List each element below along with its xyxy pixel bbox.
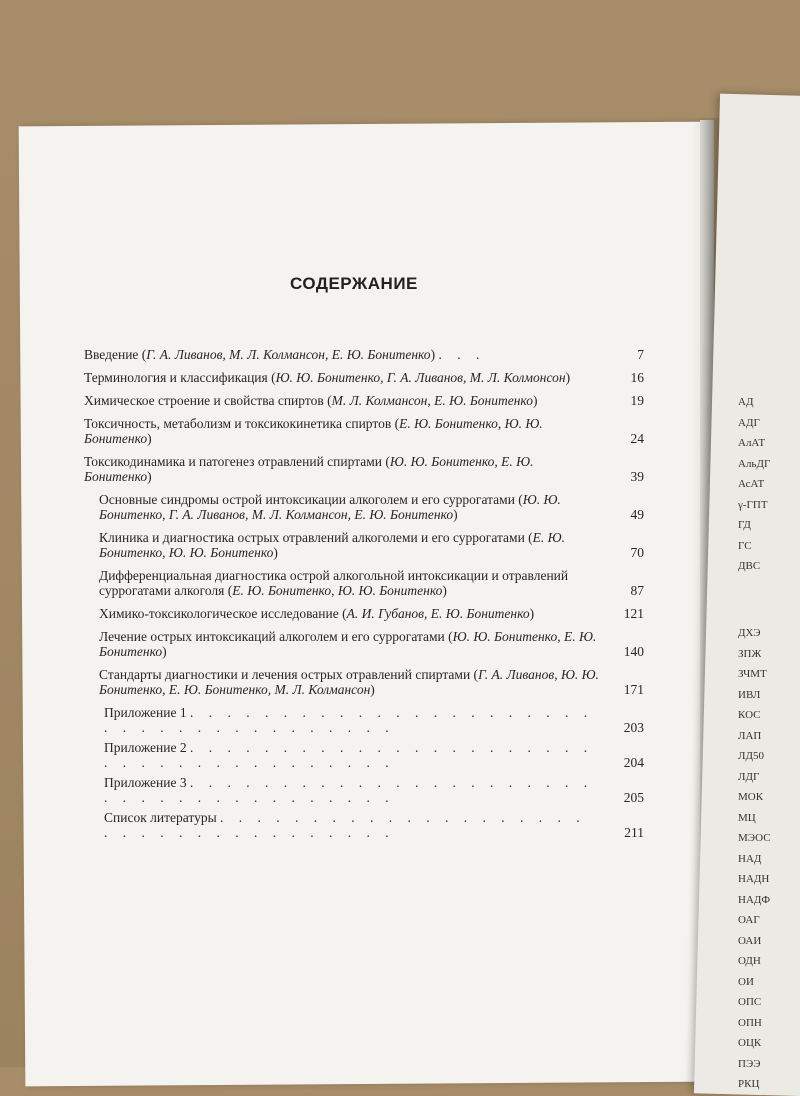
- abbreviation-item: НАДФ: [738, 893, 771, 906]
- abbreviation-item: ЗПЖ: [738, 647, 762, 660]
- toc-entry: Химическое строение и свойства спиртов (М. Л. Колмансон, Е. Ю. Бонитенко) 19: [84, 393, 644, 408]
- toc-page-number: 70: [630, 545, 644, 560]
- toc-appendix-entry: Список литературы . . . . . . . . . . . . . . . . . . . . . . . . . . . . . . . . . . . . 211: [104, 810, 644, 840]
- toc-page-number: 7: [637, 347, 644, 362]
- abbreviation-item: АлАТ: [738, 437, 766, 449]
- abbreviation-item: НАДН: [738, 873, 770, 885]
- toc-entry: Токсикодинамика и патогенез отравлений спиртами (Ю. Ю. Бонитенко, Е. Ю. Бонитенко) 39: [84, 454, 644, 484]
- toc-page-number: 19: [630, 393, 644, 408]
- abbreviation-item: ЗЧМТ: [738, 668, 767, 680]
- toc-entry: Стандарты диагностики и лечения острых отравлений спиртами (Г. А. Ливанов, Ю. Ю. Бонитенко, Е. Ю. Бонитенко, М. Л. Колмансон) 171: [99, 667, 644, 697]
- abbreviation-item: ОИ: [738, 975, 754, 988]
- abbreviation-item: ОАИ: [738, 934, 762, 947]
- abbreviation-item: ДХЭ: [738, 627, 761, 639]
- toc-page-number: 204: [623, 755, 644, 770]
- toc-appendix-entry: Приложение 2 . . . . . . . . . . . . . . . . . . . . . . . . . . . . . . . . . . . . . . 204: [104, 740, 644, 770]
- abbreviation-item: ЛАП: [738, 729, 762, 742]
- toc-page-number: 171: [623, 682, 644, 697]
- abbreviation-item: РКЦ: [738, 1078, 760, 1090]
- abbreviation-item: КОС: [738, 709, 761, 721]
- toc-page-number: 49: [630, 507, 644, 522]
- toc-page-number: 203: [623, 720, 644, 735]
- abbreviation-item: ПЭЭ: [738, 1057, 761, 1070]
- toc-page-number: 16: [630, 370, 644, 385]
- abbreviation-item: АД: [738, 396, 754, 408]
- abbreviation-item: γ-ГПТ: [738, 498, 768, 511]
- toc-entry: Химико-токсикологическое исследование (А. И. Губанов, Е. Ю. Бонитенко) 121: [99, 606, 644, 621]
- abbreviation-item: ОАГ: [738, 914, 760, 926]
- toc-page-number: 121: [623, 606, 644, 621]
- toc-entry: Клиника и диагностика острых отравлений алкоголеми и его суррогатами (Е. Ю. Бонитенко, Ю. Ю. Бонитенко) 70: [99, 530, 644, 560]
- toc-entry: Токсичность, метаболизм и токсикокинетика спиртов (Е. Ю. Бонитенко, Ю. Ю. Бонитенко) 24: [84, 416, 644, 446]
- toc-appendix-entry: Приложение 1 . . . . . . . . . . . . . . . . . . . . . . . . . . . . . . . . . . . . . . 203: [104, 705, 644, 735]
- toc-page-number: 140: [623, 644, 644, 659]
- abbreviation-item: АсАТ: [738, 478, 765, 490]
- toc-entry: Лечение острых интоксикаций алкоголем и его суррогатами (Ю. Ю. Бонитенко, Е. Ю. Бонитенко) 140: [99, 629, 644, 659]
- toc-entry: Введение (Г. А. Ливанов, М. Л. Колмансон, Е. Ю. Бонитенко) . . . 7: [84, 347, 644, 362]
- abbreviation-item: АльДГ: [738, 457, 771, 470]
- toc-title: СОДЕРЖАНИЕ: [290, 274, 418, 293]
- table-of-contents: [84, 347, 644, 845]
- toc-appendix-entry: Приложение 3 . . . . . . . . . . . . . . . . . . . . . . . . . . . . . . . . . . . . . . 205: [104, 775, 644, 805]
- toc-page-number: 205: [623, 790, 644, 805]
- abbreviation-item: ОДН: [738, 955, 761, 967]
- abbreviation-item: ЛД50: [738, 750, 764, 762]
- abbreviation-item: ОПН: [738, 1016, 762, 1029]
- abbreviation-item: НАД: [738, 852, 762, 865]
- toc-page-number: 87: [630, 583, 644, 598]
- abbreviation-item: АДГ: [738, 416, 760, 429]
- abbreviation-list-top: [738, 392, 800, 577]
- abbreviation-item: ГД: [738, 519, 751, 531]
- toc-entry: Основные синдромы острой интоксикации алкоголем и его суррогатами (Ю. Ю. Бонитенко, Г. А. Ливанов, М. Л. Колмансон, Е. Ю. Бонитенко) 49: [99, 492, 644, 522]
- abbreviation-item: ГС: [738, 539, 752, 552]
- toc-entry: Дифференциальная диагностика острой алкогольной интоксикации и отравлений суррогатами алкоголя (Е. Ю. Бонитенко, Ю. Ю. Бонитенко) 87: [99, 568, 644, 598]
- abbreviation-item: ЛДГ: [738, 770, 760, 783]
- abbreviation-item: ИВЛ: [738, 688, 761, 701]
- abbreviation-item: МЭОС: [738, 832, 771, 844]
- toc-page-number: 39: [630, 469, 644, 484]
- abbreviation-list-bottom: [738, 623, 800, 1095]
- abbreviation-item: МЦ: [738, 811, 756, 824]
- toc-entry: Терминология и классификация (Ю. Ю. Бонитенко, Г. А. Ливанов, М. Л. Колмонсон) 16: [84, 370, 644, 385]
- toc-page-number: 211: [624, 825, 644, 840]
- toc-page-number: 24: [630, 431, 644, 446]
- abbreviation-item: МОК: [738, 791, 764, 803]
- abbreviation-item: ОЦК: [738, 1037, 762, 1049]
- abbreviation-item: ДВС: [738, 560, 761, 572]
- abbreviation-item: ОПС: [738, 996, 762, 1008]
